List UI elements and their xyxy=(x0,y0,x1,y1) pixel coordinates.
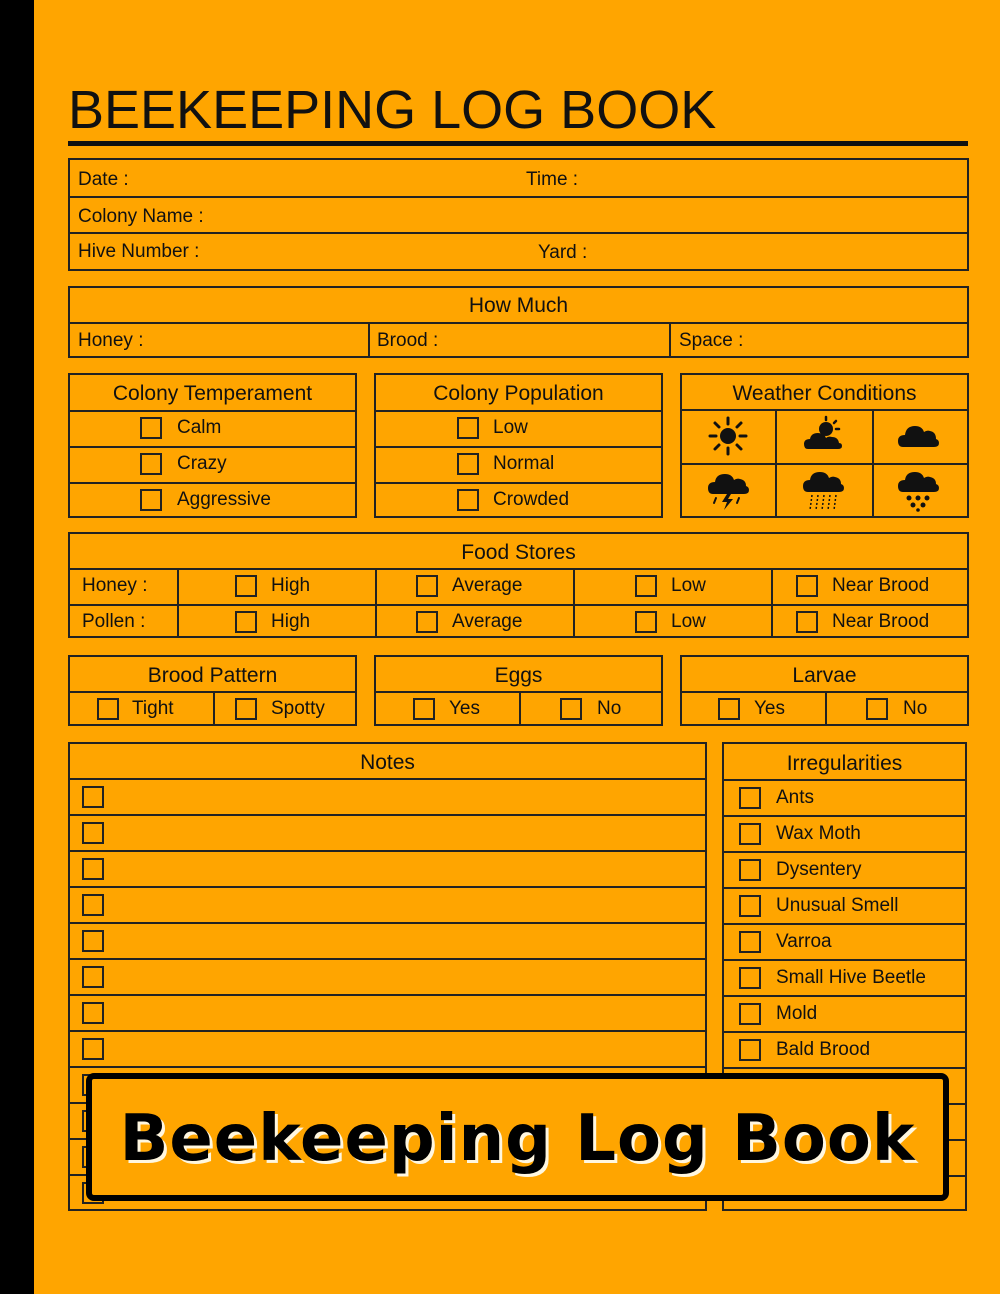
irregularity-option: Mold xyxy=(776,1003,818,1024)
divider xyxy=(771,568,773,636)
page-title: BEEKEEPING LOG BOOK xyxy=(68,80,717,140)
checkbox[interactable] xyxy=(635,575,657,597)
checkbox[interactable] xyxy=(739,859,761,881)
larvae-option: No xyxy=(903,698,928,719)
food-option: Low xyxy=(671,575,706,596)
temperament-header: Colony Temperament xyxy=(112,382,313,405)
larvae-header: Larvae xyxy=(792,664,857,687)
divider xyxy=(825,691,827,724)
checkbox[interactable] xyxy=(560,698,582,720)
divider xyxy=(724,923,965,925)
note-checkbox[interactable] xyxy=(82,966,104,988)
yard-label: Yard : xyxy=(538,242,588,263)
temperament-option: Crazy xyxy=(177,453,227,474)
checkbox[interactable] xyxy=(796,575,818,597)
brood-pattern-header: Brood Pattern xyxy=(147,664,278,687)
divider xyxy=(70,958,705,960)
eggs-header: Eggs xyxy=(494,664,543,687)
divider xyxy=(724,851,965,853)
cover-banner xyxy=(86,1073,949,1201)
note-checkbox[interactable] xyxy=(82,1038,104,1060)
checkbox[interactable] xyxy=(416,611,438,633)
temperament-option: Aggressive xyxy=(177,489,271,510)
divider xyxy=(376,482,661,484)
divider xyxy=(375,568,377,636)
how-much-header: How Much xyxy=(468,294,569,317)
info-box xyxy=(68,158,969,271)
divider xyxy=(70,922,705,924)
title-rule xyxy=(68,141,968,146)
weather-box xyxy=(680,373,969,518)
divider xyxy=(775,409,777,516)
checkbox[interactable] xyxy=(739,931,761,953)
divider xyxy=(70,1066,705,1068)
irregularity-option: Unusual Smell xyxy=(776,895,899,916)
brood-pattern-option: Tight xyxy=(132,698,174,719)
partly-cloudy-icon[interactable] xyxy=(802,415,844,457)
checkbox[interactable] xyxy=(796,611,818,633)
food-option: Average xyxy=(452,611,523,632)
book-spine xyxy=(0,0,34,1294)
divider xyxy=(70,410,355,412)
larvae-box xyxy=(680,655,969,726)
temperament-box xyxy=(68,373,357,518)
divider xyxy=(724,1067,965,1069)
irregularities-header: Irregularities xyxy=(786,752,903,775)
divider xyxy=(669,322,671,356)
colony-name-label: Colony Name : xyxy=(78,206,204,227)
irregularity-option: Dysentery xyxy=(776,859,862,880)
divider xyxy=(682,409,967,411)
sun-icon[interactable] xyxy=(707,415,749,457)
divider xyxy=(368,322,370,356)
temperament-option: Calm xyxy=(177,417,222,438)
thunderstorm-icon[interactable] xyxy=(707,470,749,512)
checkbox[interactable] xyxy=(457,417,479,439)
divider xyxy=(70,568,967,570)
checkbox[interactable] xyxy=(718,698,740,720)
checkbox[interactable] xyxy=(235,575,257,597)
rain-icon[interactable] xyxy=(802,470,844,512)
divider xyxy=(376,410,661,412)
larvae-option: Yes xyxy=(754,698,785,719)
divider xyxy=(70,482,355,484)
eggs-option: No xyxy=(597,698,622,719)
population-option: Crowded xyxy=(493,489,570,510)
checkbox[interactable] xyxy=(739,1039,761,1061)
divider xyxy=(213,691,215,724)
food-option: Low xyxy=(671,611,706,632)
food-stores-header: Food Stores xyxy=(461,541,576,564)
food-pollen-label: Pollen : xyxy=(82,611,146,632)
food-honey-label: Honey : xyxy=(82,575,148,596)
brood-pattern-box xyxy=(68,655,357,726)
population-option: Low xyxy=(493,417,528,438)
notes-header: Notes xyxy=(360,751,415,774)
divider xyxy=(70,196,967,198)
checkbox[interactable] xyxy=(416,575,438,597)
divider xyxy=(70,814,705,816)
divider xyxy=(70,322,967,324)
divider xyxy=(724,1031,965,1033)
weather-header: Weather Conditions xyxy=(732,382,917,405)
divider xyxy=(724,887,965,889)
population-box xyxy=(374,373,663,518)
divider xyxy=(519,691,521,724)
divider xyxy=(724,995,965,997)
divider xyxy=(70,446,355,448)
note-checkbox[interactable] xyxy=(82,822,104,844)
eggs-box xyxy=(374,655,663,726)
irregularity-option: Wax Moth xyxy=(776,823,861,844)
divider xyxy=(724,959,965,961)
checkbox[interactable] xyxy=(739,787,761,809)
irregularity-option: Varroa xyxy=(776,931,832,952)
divider xyxy=(70,232,967,234)
food-stores-box xyxy=(68,532,969,638)
divider xyxy=(70,850,705,852)
hive-number-label: Hive Number : xyxy=(78,241,200,262)
divider xyxy=(724,815,965,817)
how-much-box xyxy=(68,286,969,358)
divider xyxy=(376,446,661,448)
divider xyxy=(70,886,705,888)
note-checkbox[interactable] xyxy=(82,1002,104,1024)
checkbox[interactable] xyxy=(140,489,162,511)
divider xyxy=(872,409,874,516)
checkbox[interactable] xyxy=(866,698,888,720)
date-label: Date : xyxy=(78,169,129,190)
checkbox[interactable] xyxy=(635,611,657,633)
food-option: Near Brood xyxy=(832,575,930,596)
food-option: High xyxy=(271,575,311,596)
honey-label: Honey : xyxy=(78,330,144,351)
brood-pattern-option: Spotty xyxy=(271,698,325,719)
food-option: Average xyxy=(452,575,523,596)
checkbox[interactable] xyxy=(140,453,162,475)
checkbox[interactable] xyxy=(235,698,257,720)
checkbox[interactable] xyxy=(413,698,435,720)
banner-title: Beekeeping Log Book xyxy=(119,1102,916,1176)
divider xyxy=(70,994,705,996)
note-checkbox[interactable] xyxy=(82,786,104,808)
checkbox[interactable] xyxy=(739,823,761,845)
snow-icon[interactable] xyxy=(897,470,939,512)
note-checkbox[interactable] xyxy=(82,894,104,916)
checkbox[interactable] xyxy=(739,895,761,917)
food-option: High xyxy=(271,611,311,632)
eggs-option: Yes xyxy=(449,698,480,719)
checkbox[interactable] xyxy=(739,967,761,989)
note-checkbox[interactable] xyxy=(82,930,104,952)
cloud-icon[interactable] xyxy=(897,415,939,457)
time-label: Time : xyxy=(526,169,579,190)
divider xyxy=(724,779,965,781)
irregularity-option: Small Hive Beetle xyxy=(776,967,926,988)
checkbox[interactable] xyxy=(97,698,119,720)
checkbox[interactable] xyxy=(457,489,479,511)
checkbox[interactable] xyxy=(140,417,162,439)
divider xyxy=(177,568,179,636)
population-header: Colony Population xyxy=(433,382,604,405)
divider xyxy=(573,568,575,636)
space-label: Space : xyxy=(679,330,744,351)
divider xyxy=(682,463,967,465)
irregularity-option: Ants xyxy=(776,787,815,808)
divider xyxy=(70,778,705,780)
brood-label: Brood : xyxy=(377,330,439,351)
divider xyxy=(70,604,967,606)
checkbox[interactable] xyxy=(235,611,257,633)
checkbox[interactable] xyxy=(457,453,479,475)
note-checkbox[interactable] xyxy=(82,858,104,880)
food-option: Near Brood xyxy=(832,611,930,632)
checkbox[interactable] xyxy=(739,1003,761,1025)
population-option: Normal xyxy=(493,453,555,474)
divider xyxy=(70,1030,705,1032)
irregularity-option: Bald Brood xyxy=(776,1039,871,1060)
